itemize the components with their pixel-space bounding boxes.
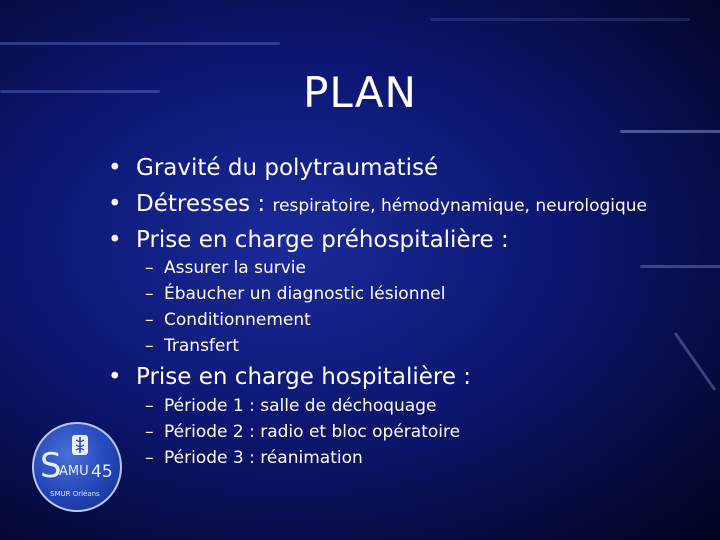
background-streak: [620, 130, 720, 133]
bullet-marker: •: [108, 155, 122, 181]
dash-marker: –: [145, 336, 154, 356]
bullet-text-detail: respiratoire, hémodynamique, neurologique: [272, 196, 648, 216]
dash-marker: –: [145, 310, 154, 330]
bullet-text: Prise en charge préhospitalière :: [136, 227, 509, 253]
background-streak: [674, 332, 717, 391]
background-streak: [640, 265, 720, 268]
bullet-text-main: Détresses :: [136, 191, 273, 217]
logo-s-letter: S: [40, 446, 62, 486]
logo-number: 45: [91, 462, 113, 482]
bullet-text: Prise en charge hospitalière :: [136, 364, 472, 390]
sub-item-text: Ébaucher un diagnostic lésionnel: [164, 284, 446, 304]
slide-title: PLAN: [303, 68, 417, 117]
bullet-marker: •: [108, 191, 122, 217]
bullet-text: Gravité du polytraumatisé: [136, 155, 439, 181]
sub-item-text: Période 3 : réanimation: [164, 448, 363, 468]
caduceus-icon: [71, 434, 89, 456]
samu-45-logo: [32, 422, 122, 512]
dash-marker: –: [145, 284, 154, 304]
sub-item-text: Période 2 : radio et bloc opératoire: [164, 422, 461, 442]
sub-item-text: Période 1 : salle de déchoquage: [164, 396, 437, 416]
sub-item-text: Transfert: [164, 336, 240, 356]
bullet-marker: •: [108, 227, 122, 253]
background-streak: [0, 42, 280, 45]
dash-marker: –: [145, 448, 154, 468]
dash-marker: –: [145, 422, 154, 442]
dash-marker: –: [145, 396, 154, 416]
logo-caption: SMUR Orléans: [50, 490, 100, 498]
logo-amu-text: AMU: [59, 464, 89, 479]
background-streak: [430, 18, 690, 21]
bullet-marker: •: [108, 364, 122, 390]
sub-item-text: Conditionnement: [164, 310, 311, 330]
sub-item-text: Assurer la survie: [164, 258, 306, 278]
dash-marker: –: [145, 258, 154, 278]
bullet-text: [136, 186, 647, 224]
